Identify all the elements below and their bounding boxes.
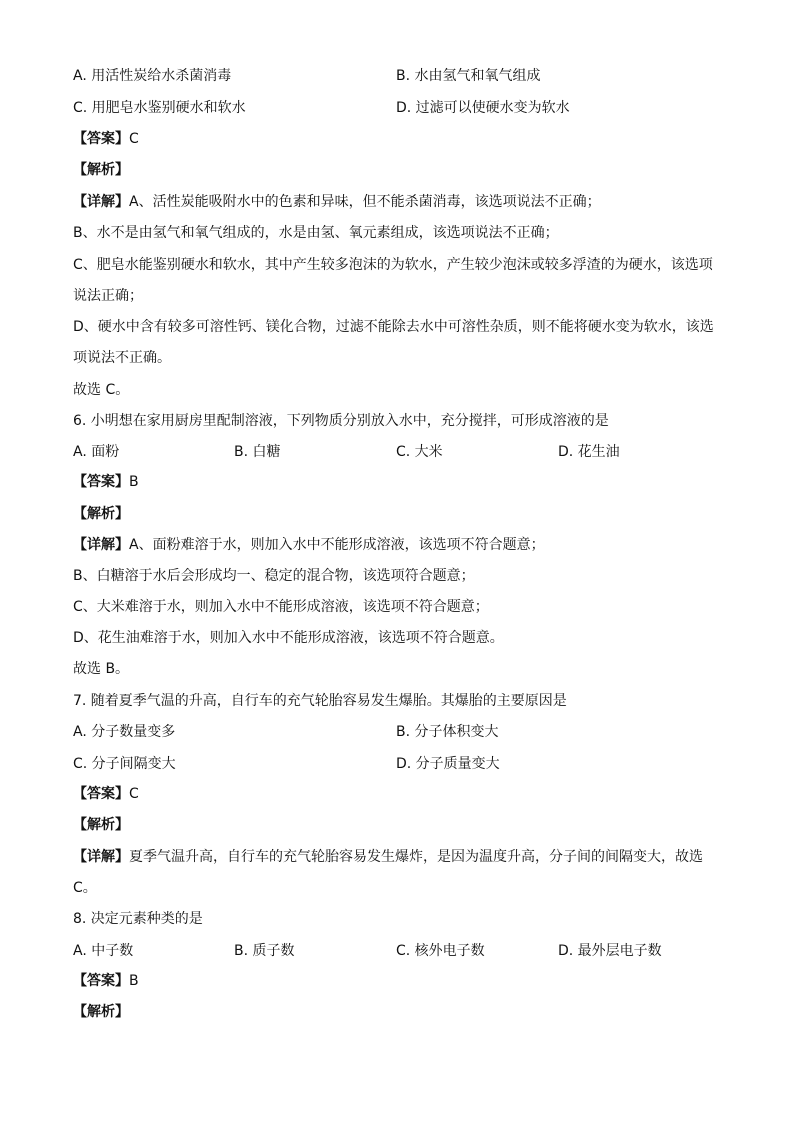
q7-analysis-label: 【解析】 (73, 817, 129, 833)
q6-option-a: A. 面粉 (73, 444, 120, 460)
q6-analysis (73, 504, 723, 524)
q8-analysis (73, 1002, 723, 1022)
q6-detail-text: A、面粉难溶于水，则加入水中不能形成溶液，该选项不符合题意； (129, 537, 545, 553)
q6-option-d: D. 花生油 (558, 444, 620, 460)
q8-option-a: A. 中子数 (73, 943, 134, 959)
q7-answer-value: C (129, 786, 139, 802)
q6-answer-value: B (129, 474, 139, 490)
q5-option-c: C. 用肥皂水鉴别硬水和软水 (73, 100, 246, 116)
q5-answer-value: C (129, 131, 139, 147)
q7-option-a: A. 分子数量变多 (73, 724, 176, 740)
q7-answer (73, 784, 723, 804)
q5-detail-line: 说法正确； (73, 288, 143, 304)
q6-detail-line: D、花生油难溶于水，则加入水中不能形成溶液，该选项不符合题意。 (73, 630, 504, 646)
q7-option-b: B. 分子体积变大 (396, 724, 499, 740)
q8-answer-value: B (129, 973, 139, 989)
q6-detail-line (73, 535, 723, 555)
q8-answer-label: 【答案】 (73, 973, 129, 989)
q7-detail-label: 【详解】 (73, 849, 129, 865)
q5-answer (73, 129, 723, 149)
q5-answer-label: 【答案】 (73, 131, 129, 147)
q7-option-c: C. 分子间隔变大 (73, 756, 176, 772)
q7-question: 7. 随着夏季气温的升高，自行车的充气轮胎容易发生爆胎。其爆胎的主要原因是 (73, 693, 567, 709)
q5-detail-label: 【详解】 (73, 194, 129, 210)
q8-option-d: D. 最外层电子数 (558, 943, 662, 959)
q5-detail-text: A、活性炭能吸附水中的色素和异味，但不能杀菌消毒，该选项说法不正确； (129, 194, 601, 210)
q5-detail-line (73, 192, 723, 212)
q8-question: 8. 决定元素种类的是 (73, 911, 203, 927)
q7-answer-label: 【答案】 (73, 786, 129, 802)
q6-question: 6. 小明想在家用厨房里配制溶液，下列物质分别放入水中，充分搅拌，可形成溶液的是 (73, 413, 609, 429)
q6-answer (73, 472, 723, 492)
q7-detail-line: C。 (73, 880, 97, 896)
q6-detail-line: B、白糖溶于水后会形成均一、稳定的混合物，该选项符合题意； (73, 568, 475, 584)
q5-option-b: B. 水由氢气和氧气组成 (396, 68, 541, 84)
q7-detail-line (73, 847, 723, 867)
q6-answer-label: 【答案】 (73, 474, 129, 490)
q5-detail-line: D、硬水中含有较多可溶性钙、镁化合物，过滤不能除去水中可溶性杂质，则不能将硬水变为软水，该选 (73, 319, 714, 335)
q5-detail-line: B、水不是由氢气和氧气组成的，水是由氢、氧元素组成，该选项说法不正确； (73, 225, 559, 241)
q5-option-d: D. 过滤可以使硬水变为软水 (396, 100, 570, 116)
q5-conclusion: 故选 C。 (73, 382, 130, 398)
q5-detail-line: 项说法不正确。 (73, 350, 171, 366)
q6-option-b: B. 白糖 (234, 444, 281, 460)
q5-analysis-label: 【解析】 (73, 162, 129, 178)
q5-analysis (73, 160, 723, 180)
q8-option-c: C. 核外电子数 (396, 943, 485, 959)
q6-detail-line: C、大米难溶于水，则加入水中不能形成溶液，该选项不符合题意； (73, 599, 489, 615)
q7-analysis (73, 815, 723, 835)
q7-option-d: D. 分子质量变大 (396, 756, 500, 772)
q8-answer (73, 971, 723, 991)
q8-option-b: B. 质子数 (234, 943, 295, 959)
q7-detail-text: 夏季气温升高，自行车的充气轮胎容易发生爆炸，是因为温度升高，分子间的间隔变大，故选 (129, 849, 703, 865)
q5-detail-line: C、肥皂水能鉴别硬水和软水，其中产生较多泡沫的为软水，产生较少泡沫或较多浮渣的为硬水，该选项 (73, 257, 713, 273)
q6-option-c: C. 大米 (396, 444, 443, 460)
q8-analysis-label: 【解析】 (73, 1004, 129, 1020)
q6-analysis-label: 【解析】 (73, 506, 129, 522)
q5-option-a: A. 用活性炭给水杀菌消毒 (73, 68, 232, 84)
q6-conclusion: 故选 B。 (73, 661, 130, 677)
q6-detail-label: 【详解】 (73, 537, 129, 553)
